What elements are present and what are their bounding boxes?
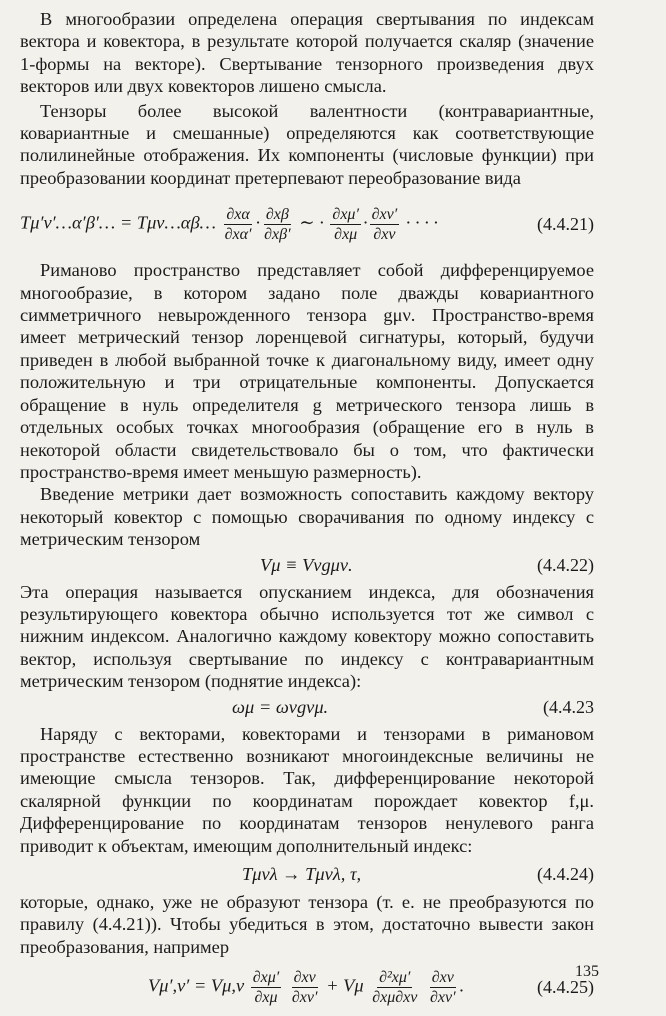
equation-number: (4.4.24)	[537, 863, 594, 884]
eq21-frac-3: $\frac{\partial x\mu'}{\partial x\mu}$	[332, 205, 359, 243]
equation-number: (4.4.25)	[537, 977, 594, 998]
eq25-frac-4: $\frac{\partial x\nu}{\partial x\nu'}$	[429, 968, 456, 1006]
paragraph-1: В многообразии определена операция свертывания по индексам вектора и ковектора, в результате которой получается скаляр (значение 1-формы на векторе). Свертывание тензорного произведения двух векторов или двух ковекторов лишено смысла.	[20, 9, 594, 97]
eq24-expr: Tμνλ → Tμνλ, τ,	[242, 863, 362, 884]
equation-number: (4.4.21)	[537, 214, 594, 235]
eq21-tail: · · · ·	[405, 212, 438, 233]
eq25-frac-3: $\frac{\text{∂²xμ′}}{\partial x\mu\partial x\nu}$	[372, 968, 418, 1006]
paragraph-7: которые, однако, уже не образуют тензора (т. е. не преобразуются по правилу (4.4.21)). Чтобы убедиться в этом, достаточно вывести закон преобразования, например	[20, 892, 594, 957]
eq21-frac-4: $\frac{\partial x\nu'}{\partial x\nu}$	[371, 205, 398, 243]
paragraph-5: Эта операция называется опусканием индекса, для обозначения результирующего ковектора обычно используется тот же символ с нижним индексом. Аналогично каждому ковектору можно сопоставить вектор, используя свертывание по индексу с контравариантным метрическим тензором (поднятие индекса):	[20, 581, 594, 692]
equation-4-4-22	[20, 551, 594, 581]
eq25-frac-1: $\frac{\partial x\mu'}{\partial x\mu}$	[252, 968, 280, 1006]
paragraph-2: Тензоры более высокой валентности (контравариантные, ковариантные и смешанные) определяются как соответствующие полилинейные отображения. Их компоненты (числовые функции) при преобразовании координат претерпевают переобразование вида	[20, 100, 594, 188]
eq22-expr: Vμ ≡ Vνgμν.	[260, 555, 353, 576]
eq25-plus: + Vμ	[326, 975, 364, 996]
eq23-expr: ωμ = ωνgνμ.	[232, 697, 329, 718]
eq25-lhs: Vμ′,ν′ = Vμ,ν	[148, 975, 245, 996]
equation-4-4-24	[20, 857, 594, 891]
eq21-lhs: Tμ′ν′…α′β′… = Tμν…αβ…	[20, 212, 216, 233]
paragraph-4: Введение метрики дает возможность сопоставить каждому вектору некоторый ковектор с помощью сворачивания по одному индексу с метрическим тензором	[20, 484, 594, 550]
page-number: 135	[575, 963, 599, 980]
equation-4-4-23	[20, 693, 594, 723]
paragraph-6: Наряду с векторами, ковекторами и тензорами в римановом пространстве естественно возникают многоиндексные величины не имеющие смысла тензоров. Так, дифференцирование некоторой скалярной функции по координатам порождает ковектор f,μ. Дифференцирование по координатам тензоров ненулевого ранга приводит к объектам, имеющим дополнительный индекс:	[20, 723, 594, 856]
equation-4-4-21	[20, 189, 594, 259]
page-body	[20, 8, 594, 1016]
paragraph-3: Риманово пространство представляет собой дифференцируемое многообразие, в котором задано поле дважды ковариантного симметричного невырожденного тензора gμν. Пространство-время имеет метрический тензор лоренцевой сигнатуры, который, будучи приведен в любой выбранной точке к диагональному виду, имеет одну положительную и три отрицательные компоненты. Допускается обращение в нуль определителя g метрического тензора лишь в отдельных особых точках многообразия (обращение его в нуль в некоторой области свидетельствовало бы о том, что фактически пространство-время имеет меньшую размерность).	[20, 260, 594, 482]
equation-number: (4.4.22)	[537, 555, 594, 576]
equation-4-4-21-body: Tμ′ν′…α′β′… = Tμν…αβ… $\frac{\partial x\alpha}{\partial x\alpha'}$ · $\frac{\partial x\beta}{\partial x\beta'}$ ∼ · $\frac{\partial x\mu'}{\partial x\mu}$ · $\frac{\partial x\nu'}{\partial x\nu}$ · · · ·	[20, 205, 438, 243]
equation-4-4-25	[20, 958, 594, 1016]
eq21-frac-2: $\frac{\partial x\beta}{\partial x\beta'}$	[264, 205, 291, 243]
equation-number: (4.4.23	[543, 697, 594, 718]
eq21-mid: ∼ ·	[299, 212, 324, 233]
equation-4-4-25-body	[148, 968, 464, 1007]
eq25-frac-2: $\frac{\partial x\nu}{\partial x\nu'}$	[291, 968, 318, 1006]
eq21-frac-1: $\frac{\partial x\alpha}{\partial x\alpha'}$	[224, 205, 252, 243]
eq25-tail: .	[459, 975, 465, 996]
